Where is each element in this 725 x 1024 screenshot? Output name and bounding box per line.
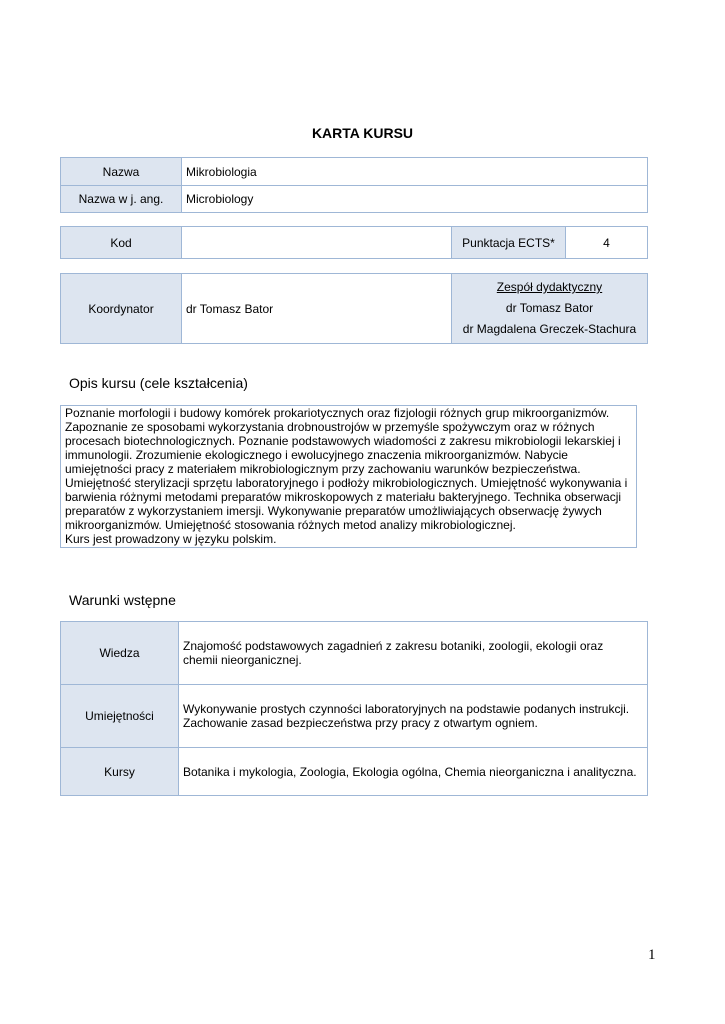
- skills-line: Zachowanie zasad bezpieczeństwa przy pracy z otwartym ogniem.: [183, 716, 538, 730]
- team-cell: [452, 274, 648, 344]
- description-line: immunologii. Zrozumienie ekologicznego i ewolucyjnego znaczenia mikroorganizmów. Nabycie: [65, 448, 568, 462]
- page-number: 1: [648, 947, 656, 963]
- skills-line: Wykonywanie prostych czynności laboratoryjnych na podstawie podanych instrukcji.: [183, 702, 630, 716]
- prerequisites-table: [60, 621, 648, 796]
- knowledge-label: Wiedza: [61, 622, 179, 685]
- knowledge-line: Znajomość podstawowych zagadnień z zakresu botaniki, zoologii, ekologii oraz: [183, 639, 604, 653]
- coordinator-value: dr Tomasz Bator: [182, 274, 452, 344]
- ects-label: Punktacja ECTS*: [452, 227, 566, 259]
- skills-value: [179, 685, 648, 748]
- team-member: dr Tomasz Bator: [505, 301, 594, 315]
- team-heading: Zespół dydaktyczny: [496, 280, 603, 294]
- courses-value: Botanika i mykologia, Zoologia, Ekologia ogólna, Chemia nieorganiczna i analityczna.: [179, 748, 648, 796]
- name-table: [60, 157, 648, 213]
- description-heading: Opis kursu (cele kształcenia): [69, 375, 248, 391]
- name-value: Mikrobiologia: [182, 158, 648, 186]
- code-label: Kod: [61, 227, 182, 259]
- team-member: dr Magdalena Greczek-Stachura: [462, 322, 637, 336]
- prerequisites-heading: Warunki wstępne: [69, 592, 176, 608]
- skills-label: Umiejętności: [61, 685, 179, 748]
- courses-label: Kursy: [61, 748, 179, 796]
- coordinator-table: [60, 273, 648, 344]
- code-value: [182, 227, 452, 259]
- description-line: Kurs jest prowadzony w języku polskim.: [65, 532, 277, 546]
- knowledge-value: [179, 622, 648, 685]
- description-box: [60, 405, 637, 548]
- description-line: Umiejętność sterylizacji sprzętu laboratoryjnego i podłoży mikrobiologicznych. Umiejętność wykonywania i: [65, 476, 628, 490]
- description-line: preparatów z wykorzystaniem imersji. Wykonywanie preparatów umożliwiających obserwację żywych: [65, 504, 602, 518]
- description-line: umiejętności pracy z materiałem mikrobiologicznym przy zachowaniu warunków bezpieczeństwa.: [65, 462, 581, 476]
- code-table: [60, 226, 648, 259]
- page-title: KARTA KURSU: [311, 125, 414, 141]
- knowledge-line: chemii nieorganicznej.: [183, 653, 302, 667]
- description-line: Poznanie morfologii i budowy komórek prokariotycznych oraz fizjologii różnych grup mikroorganizmów.: [65, 406, 610, 420]
- coordinator-label: Koordynator: [61, 274, 182, 344]
- ects-value: 4: [566, 227, 648, 259]
- description-line: procesach biotechnologicznych. Poznanie podstawowych wiadomości z zakresu mikrobiologii lekarskiej i: [65, 434, 621, 448]
- description-line: barwienia różnymi metodami preparatów mikroskopowych z materiału bakteryjnego. Technika obserwacji: [65, 490, 622, 504]
- name-en-value: Microbiology: [182, 186, 648, 213]
- name-en-label: Nazwa w j. ang.: [61, 186, 182, 213]
- description-line: Zapoznanie ze sposobami wykorzystania drobnoustrojów w przemyśle spożywczym oraz w różnych: [65, 420, 595, 434]
- name-label: Nazwa: [61, 158, 182, 186]
- description-line: mikroorganizmów. Umiejętność stosowania różnych metod analizy mikrobiologicznej.: [65, 518, 516, 532]
